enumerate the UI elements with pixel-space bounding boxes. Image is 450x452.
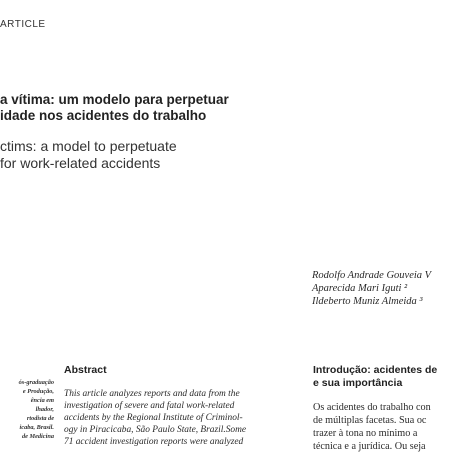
- affiliation-line: icaba, Brasil.: [19, 424, 54, 431]
- affiliation-line: e Produção,: [22, 388, 54, 395]
- abstract-heading: Abstract: [64, 364, 107, 376]
- intro-text-line: trazer à tona no mínimo a: [313, 428, 418, 439]
- title-english-line-2: for work-related accidents: [0, 155, 161, 171]
- abstract-text-line: ogy in Piracicaba, São Paulo State, Brazil.Some: [64, 425, 247, 435]
- abstract-text-line: This article analyzes reports and data from the: [64, 389, 240, 399]
- affiliation-line: lhador,: [35, 406, 54, 413]
- intro-heading: [313, 364, 437, 390]
- author-name: Rodolfo Andrade Gouveia V: [312, 270, 432, 281]
- intro-text-line: Os acidentes do trabalho con: [313, 402, 431, 413]
- title-english-line-1: ctims: a model to perpetuate: [0, 138, 177, 154]
- abstract-text-line: investigation of severe and fatal work-related: [64, 401, 235, 411]
- section-label: ARTICLE: [0, 19, 46, 30]
- title-portuguese-line-1: a vítima: um modelo para perpetuar: [0, 92, 229, 107]
- affiliation-line: ós-graduação: [18, 379, 54, 386]
- intro-text-line: técnica e a jurídica. Ou seja: [313, 441, 426, 452]
- abstract-text-line: accidents by the Regional Institute of Criminol-: [64, 413, 243, 423]
- affiliation-line: rtodista de: [26, 415, 54, 422]
- intro-heading-line: Introdução: acidentes de: [313, 364, 438, 376]
- title-portuguese-line-2: idade nos acidentes do trabalho: [0, 108, 207, 123]
- author-name: Aparecida Mari Iguti ²: [312, 283, 408, 294]
- author-name: Ildeberto Muniz Almeida ³: [312, 296, 423, 307]
- affiliation-line: de Medicina: [21, 433, 54, 440]
- intro-text-line: de múltiplas facetas. Sua oc: [313, 415, 427, 426]
- affiliation-line: ência em: [30, 397, 54, 404]
- abstract-text-line: 71 accident investigation reports were analyzed: [64, 437, 244, 447]
- intro-heading-line: e sua importância: [313, 377, 403, 389]
